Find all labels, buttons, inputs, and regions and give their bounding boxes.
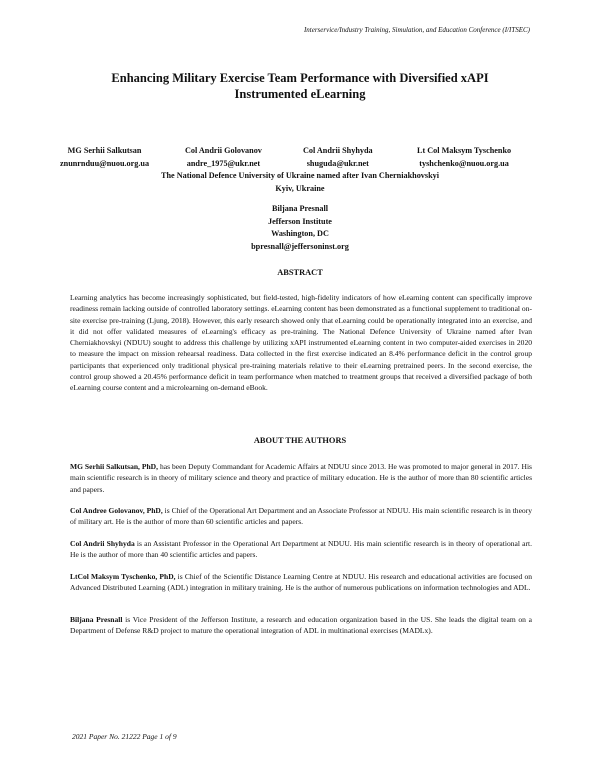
author-name: MG Serhii Salkutsan xyxy=(67,146,142,155)
bio-text: has been Deputy Commandant for Academic Affairs at NDUU since 2013. He was promoted to major general in 2017. His main scientific research is in theory of military science and theory and practice of military education. He is the author of more than 80 scientific articles and papers. xyxy=(70,462,532,494)
author-bio xyxy=(70,538,532,561)
affiliation-city: Kyiv, Ukraine xyxy=(275,183,325,193)
author-1 xyxy=(60,145,149,170)
author-bio xyxy=(70,461,532,495)
bio-name: Col Andrii Shyhyda xyxy=(70,539,135,548)
title-line-1: Enhancing Military Exercise Team Performance with Diversified xAPI xyxy=(111,71,489,85)
author-email: shuguda@ukr.net xyxy=(306,158,369,168)
bio-name: Biljana Presnall xyxy=(70,615,123,624)
author-3 xyxy=(303,145,373,170)
author-bio xyxy=(70,614,532,637)
affiliation-nduu xyxy=(60,170,540,195)
bio-text: is Chief of the Operational Art Department and an Associate Professor at NDUU. His main scientific research is in theory of military art. He is the author of more than 60 scientific articles and papers. xyxy=(70,506,532,527)
author-4 xyxy=(417,145,511,170)
author-name: Lt Col Maksym Tyschenko xyxy=(417,146,512,155)
page-footer: 2021 Paper No. 21222 Page 1 of 9 xyxy=(72,732,177,741)
paper-title xyxy=(60,70,540,102)
about-authors-heading: ABOUT THE AUTHORS xyxy=(253,436,347,445)
running-header: Interservice/Industry Training, Simulation, and Education Conference (I/ITSEC) xyxy=(303,26,530,34)
author-name: Col Andrii Golovanov xyxy=(185,146,262,155)
bio-text: is Vice President of the Jefferson Institute, a research and education organization based in the US. She leads the digital team on a Department of Defense R&D project to mature the operational integration of ADL in multinational exercises (MADLx). xyxy=(70,615,532,636)
author-name: Col Andrii Shyhyda xyxy=(303,146,373,155)
author-email: znunrnduu@nuou.org.ua xyxy=(60,158,150,168)
affiliation-org: Jefferson Institute xyxy=(268,216,332,226)
affiliation-person: Biljana Presnall xyxy=(271,204,329,213)
bio-text: is Chief of the Scientific Distance Learning Centre at NDUU. His research and educational activities are focused on Advanced Distributed Learning (ADL) integration in military training. He is the author of numerous publications on information technologies and ADL. xyxy=(70,572,532,593)
title-line-2: Instrumented eLearning xyxy=(234,87,366,101)
bio-name: MG Serhii Salkutsan, PhD, xyxy=(70,462,159,471)
affiliation-city: Washington, DC xyxy=(271,229,329,238)
author-bio xyxy=(70,505,532,528)
bio-text: is an Assistant Professor in the Operational Art Department at NDUU. His main scientific research is in theory of operational art. He is the author of more than 40 scientific articles and papers. xyxy=(70,539,532,560)
bio-name: LtCol Maksym Tyschenko, PhD, xyxy=(70,572,176,581)
author-email: tyshchenko@nuou.org.ua xyxy=(419,158,509,168)
author-email: andre_1975@ukr.net xyxy=(186,158,261,168)
author-bio xyxy=(70,571,532,594)
affiliation-org: The National Defence University of Ukraine named after Ivan Cherniakhovskyi xyxy=(161,171,439,180)
abstract-text: Learning analytics has become increasingly sophisticated, but field-tested, high-fidelity indicators of how eLearning content can specifically improve readiness remain lacking outside of controlled laboratory settings. eLearning content has been demonstrated as a functional supplement to traditional on-site exercise pre-training (Ljung, 2018). However, this early research showed only that eLearning could be operationally integrated into an exercise, and it did not offer validated measures of eLearning's efficacy as pre-training. The National Defence University of Ukraine named after Ivan Cherniakhovskyi (NDUU) sought to address this challenge by utilizing xAPI instrumented eLearning content in two computer-aided exercises in 2020 to measure the impact on mission rehearsal readiness. Data collected in the first exercise indicated an 8.4% performance deficit in the control group participants that experienced only traditional physical pre-training materials relative to their eLearning pretrained peers. In the second exercise, the control group showed a 20.45% performance deficit in team performance when matched to treatment groups that received a diversified package of both eLearning course content and a microlearning on-demand eBook. xyxy=(70,293,532,393)
affiliation-email: bpresnall@jeffersoninst.org xyxy=(251,241,349,251)
abstract-heading: ABSTRACT xyxy=(277,268,323,277)
affiliation-jefferson xyxy=(60,203,540,253)
author-2 xyxy=(185,145,262,170)
bio-name: Col Andree Golovanov, PhD, xyxy=(70,506,163,515)
